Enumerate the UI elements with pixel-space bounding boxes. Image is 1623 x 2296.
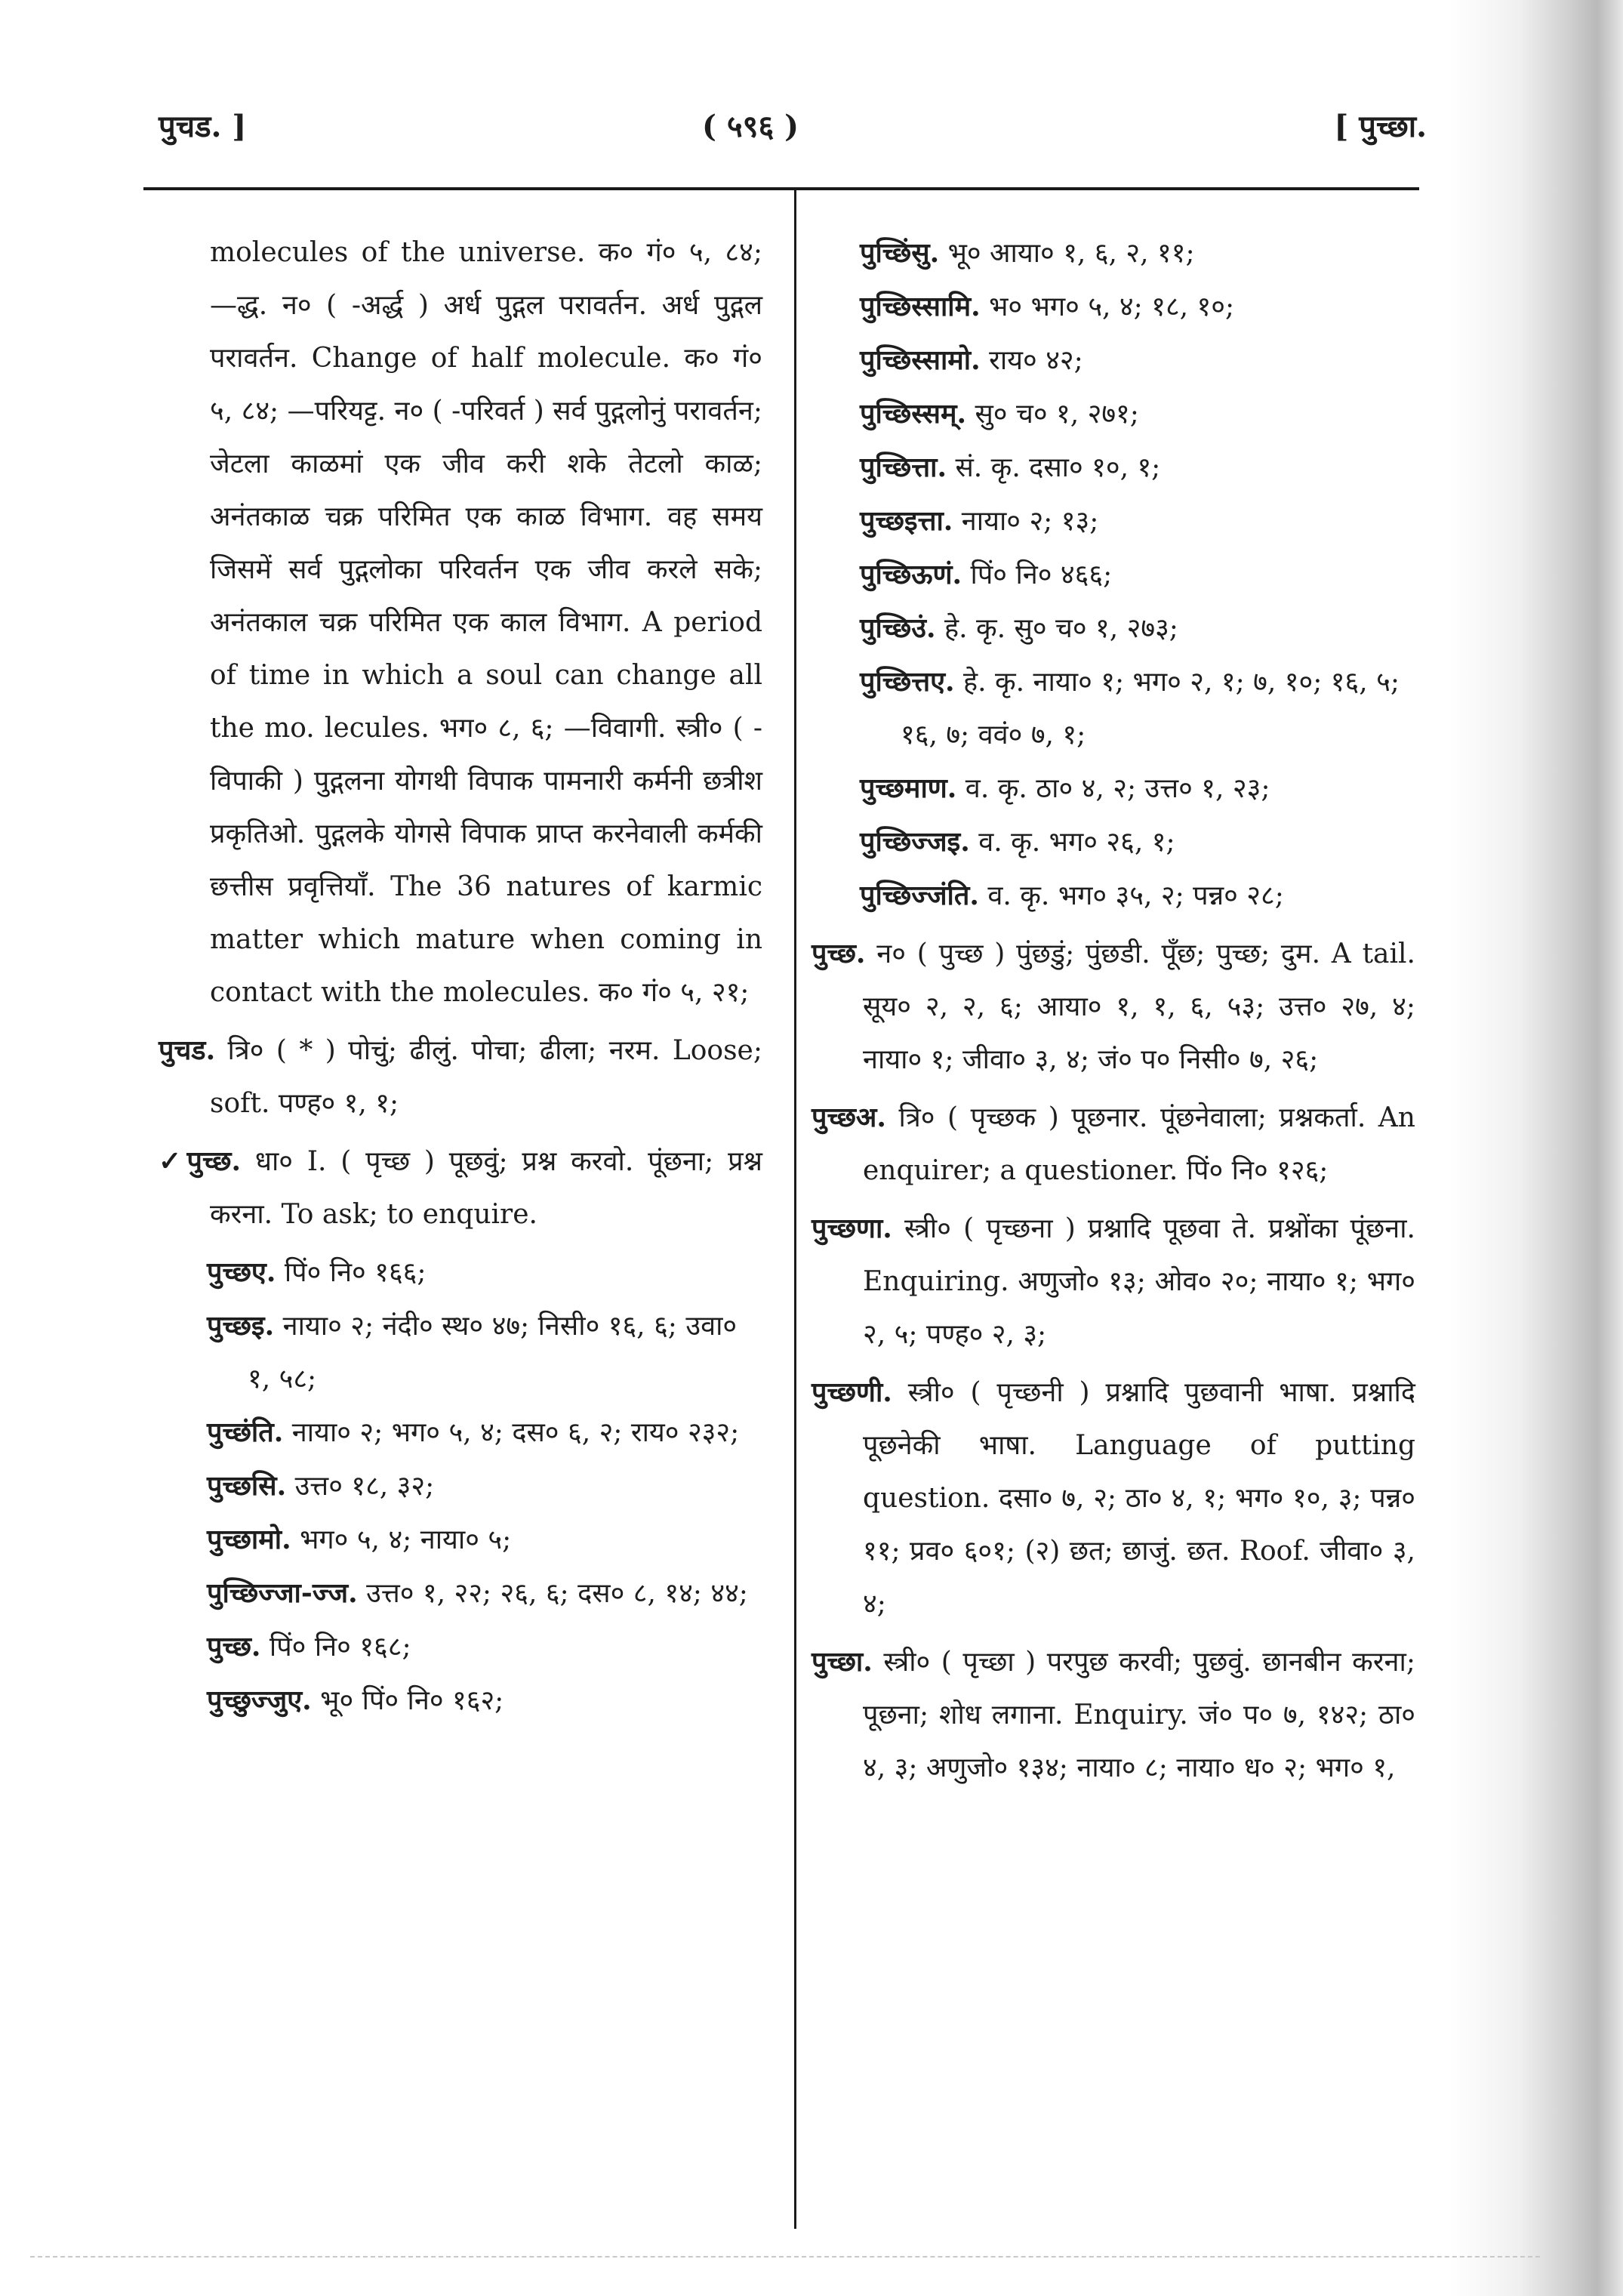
entry-definition: स्त्री० ( पृच्छनी ) प्रश्नादि पुछवानी भाषा. प्रश्नादि पूछनेकी भाषा. Language of putting question. दसा० ७, २; ठा० ४, १; भग० १०, ३; पन्न० ११; प्रव० ६०१; (२) छत; छाजुं. छत. Roof. जीवा० ३, ४; bbox=[863, 1377, 1415, 1620]
column-divider bbox=[794, 190, 796, 2229]
entry-subform bbox=[812, 441, 1415, 495]
bottom-edge-line bbox=[30, 2256, 1540, 2257]
entry-headword: पुच्छ. bbox=[812, 938, 866, 969]
entry-definition: स्त्री० ( पृच्छना ) प्रश्नादि पूछवा ते. प्रश्नोंका पूंछना. Enquiring. अणुजो० १३; ओव० २०; नाया० १; भग० २, ५; पण्ह० २, ३; bbox=[863, 1213, 1415, 1350]
entry-subform bbox=[812, 334, 1415, 387]
entry-headword: पुच्छा. bbox=[812, 1646, 873, 1678]
entry-subform bbox=[812, 815, 1415, 869]
entry-definition: भू० पिं० नि० १६२; bbox=[311, 1685, 504, 1716]
entry-headword: पुचड. bbox=[159, 1034, 216, 1066]
entry-definition: उत्त० १, २२; २६, ६; दस० ८, १४; ४४; bbox=[357, 1578, 748, 1609]
entry-headword: पुच्छिस्सामि. bbox=[860, 291, 981, 322]
entry-headword: पुच्छसि. bbox=[207, 1470, 287, 1502]
entry-definition: धा० I. ( पृच्छ ) पूछवुं; प्रश्न करवो. पूंछना; प्रश्न करना. To ask; to enquire. bbox=[210, 1146, 762, 1230]
entry-subform bbox=[159, 1674, 762, 1727]
entry-headword: पुच्छंति. bbox=[207, 1416, 284, 1448]
entry-definition: सु० च० १, २७१; bbox=[966, 399, 1139, 430]
entry-subform bbox=[159, 1406, 762, 1459]
dictionary-entry bbox=[812, 927, 1415, 1086]
entry-definition: molecules of the universe. क० गं० ५, ८४; —द्ध. न० ( -अर्द्ध ) अर्ध पुद्गल परावर्तन. अर्ध पुद्गल परावर्तन. Change of half molecule. क० गं० ५, ८४; —परियट्ट. न० ( -परिवर्त ) सर्व पुद्गलोनुं परावर्तन; जेटला काळमां एक जीव करी शके तेटलो काळ; अनंतकाळ चक्र परिमित एक काळ विभाग. वह समय जिसमें सर्व पुद्गलोका परिवर्तन एक जीव करले सके; अनंतकाल चक्र परिमित एक काल विभाग. A period of time in which a soul can change all the mo. lecules. भग० ८, ६; —विवागी. स्त्री० ( -विपाकी ) पुद्गलना योगथी विपाक पामनारी कर्मनी छत्रीश प्रकृतिओ. पुद्गलके योगसे विपाक प्राप्त करनेवाली कर्मकी छत्तीस प्रवृत्तियाँ. The 36 natures of karmic matter which mature when coming in contact with the molecules. क० गं० ५, २१; bbox=[210, 237, 762, 1008]
entry-headword: पुच्छुज्जुए. bbox=[207, 1684, 312, 1716]
entry-definition: व. कृ. ठा० ४, २; उत्त० १, २३; bbox=[956, 773, 1270, 804]
entry-definition: व. कृ. भग० २६, १; bbox=[969, 827, 1175, 858]
entry-headword: पुच्छअ. bbox=[812, 1102, 886, 1133]
entry-subform bbox=[812, 602, 1415, 655]
entry-definition: व. कृ. भग० ३५, २; पन्न० २८; bbox=[978, 880, 1284, 911]
entry-subform bbox=[159, 1620, 762, 1674]
entry-subform bbox=[812, 280, 1415, 334]
entry-definition: नाया० २; १३; bbox=[953, 506, 1099, 537]
entry-definition: भग० ५, ४; नाया० ५; bbox=[291, 1524, 512, 1555]
entry-headword: पुच्छिज्जा-ज्ज. bbox=[207, 1577, 358, 1609]
dictionary-entry bbox=[812, 1635, 1415, 1795]
dictionary-entry bbox=[812, 1091, 1415, 1197]
entry-subform bbox=[159, 1299, 762, 1406]
entry-definition: नाया० २; नंदी० स्थ० ४७; निसी० १६, ६; उवा० १, ५८; bbox=[248, 1311, 738, 1395]
entry-definition: भू० आया० १, ६, २, ११; bbox=[939, 238, 1195, 269]
entry-definition: पिं० नि० ४६६; bbox=[962, 559, 1113, 590]
entry-subform bbox=[812, 655, 1415, 762]
entry-headword: पुच्छिज्जइ. bbox=[860, 826, 970, 858]
dictionary-entry bbox=[812, 1366, 1415, 1631]
entry-headword: पुच्छ. bbox=[207, 1631, 261, 1663]
entry-headword: पुच्छिऊणं. bbox=[860, 559, 962, 590]
entry-headword: पुच्छित्ता. bbox=[860, 451, 947, 483]
entry-definition: स्त्री० ( पृच्छा ) परपुछ करवी; पुछवुं. छानबीन करना; पूछना; शोध लगाना. Enquiry. जं० प० ७, १४२; ठा० ४, ३; अणुजो० १३४; नाया० ८; नाया० ध० २; भग० १, bbox=[863, 1647, 1415, 1783]
entry-definition: पिं० नि० १६८; bbox=[260, 1632, 411, 1663]
header-right-guide-word: [ पुच्छा. bbox=[1334, 109, 1427, 144]
entry-headword: पुच्छिज्जंति. bbox=[860, 880, 979, 911]
header-rule bbox=[143, 187, 1419, 190]
entry-definition: राय० ४२; bbox=[980, 345, 1083, 376]
entry-continuation bbox=[159, 227, 762, 1019]
entry-subform bbox=[159, 1567, 762, 1620]
entry-headword: पुच्छिउं. bbox=[860, 612, 936, 644]
entry-definition: त्रि० ( पृच्छक ) पूछनार. पूंछनेवाला; प्रश्नकर्ता. An enquirer; a questioner. पिं० नि० १२६; bbox=[863, 1102, 1415, 1186]
entry-headword: पुच्छमाण. bbox=[860, 772, 957, 804]
entry-definition: सं. कृ. दसा० १०, १; bbox=[947, 452, 1161, 483]
entry-definition: हे. कृ. सु० च० १, २७३; bbox=[935, 613, 1178, 644]
entry-headword: पुच्छणा. bbox=[812, 1213, 892, 1244]
page-edge-shadow bbox=[1449, 0, 1623, 2296]
header-left-guide-word: पुचड. ] bbox=[159, 109, 247, 144]
entry-definition: हे. कृ. नाया० १; भग० २, १; ७, १०; १६, ५; १६, ७; ववं० ७, १; bbox=[901, 667, 1400, 750]
entry-headword: पुच्छइत्ता. bbox=[860, 505, 953, 537]
entry-subform bbox=[159, 1513, 762, 1567]
dictionary-entry bbox=[159, 1024, 762, 1130]
entry-headword: पुच्छणी. bbox=[812, 1376, 892, 1408]
entry-subform bbox=[812, 869, 1415, 923]
entry-headword: ✓पुच्छ. bbox=[159, 1145, 242, 1177]
entry-headword: पुच्छिंसु. bbox=[860, 237, 940, 269]
entry-headword: पुच्छामो. bbox=[207, 1524, 291, 1555]
entry-definition: पिं० नि० १६६; bbox=[276, 1257, 427, 1288]
entry-subform bbox=[159, 1246, 762, 1299]
entry-headword: पुच्छिस्सम्. bbox=[860, 398, 967, 430]
entry-headword: पुच्छए. bbox=[207, 1256, 276, 1288]
entry-definition: भ० भग० ५, ४; १८, १०; bbox=[980, 291, 1235, 322]
entry-subform bbox=[812, 387, 1415, 441]
entry-headword: पुच्छइ. bbox=[207, 1310, 275, 1342]
entry-subform bbox=[812, 762, 1415, 815]
left-column bbox=[159, 227, 762, 1727]
entry-definition: उत्त० १८, ३२; bbox=[286, 1471, 435, 1502]
dictionary-entry bbox=[159, 1135, 762, 1241]
entry-subform bbox=[159, 1459, 762, 1513]
right-column bbox=[812, 227, 1415, 1799]
entry-subform bbox=[812, 495, 1415, 548]
entry-definition: त्रि० ( * ) पोचुं; ढीलुं. पोचा; ढीला; नरम. Loose; soft. पण्ह० १, १; bbox=[210, 1035, 762, 1119]
dictionary-entry bbox=[812, 1202, 1415, 1361]
page-number: ( ५९६ ) bbox=[702, 109, 799, 144]
entry-headword: पुच्छित्तए. bbox=[860, 666, 955, 698]
page-header bbox=[159, 104, 1427, 157]
entry-headword: पुच्छिस्सामो. bbox=[860, 344, 981, 376]
entry-subform bbox=[812, 548, 1415, 602]
entry-definition: न० ( पुच्छ ) पुंछडुं; पुंछडी. पूँछ; पुच्छ; दुम. A tail. सूय० २, २, ६; आया० १, १, ६, ५३; उत्त० २७, ४; नाया० १; जीवा० ३, ४; जं० प० निसी० ७, २६; bbox=[863, 938, 1415, 1075]
entry-definition: नाया० २; भग० ५, ४; दस० ६, २; राय० २३२; bbox=[283, 1417, 740, 1448]
entry-subform bbox=[812, 227, 1415, 280]
